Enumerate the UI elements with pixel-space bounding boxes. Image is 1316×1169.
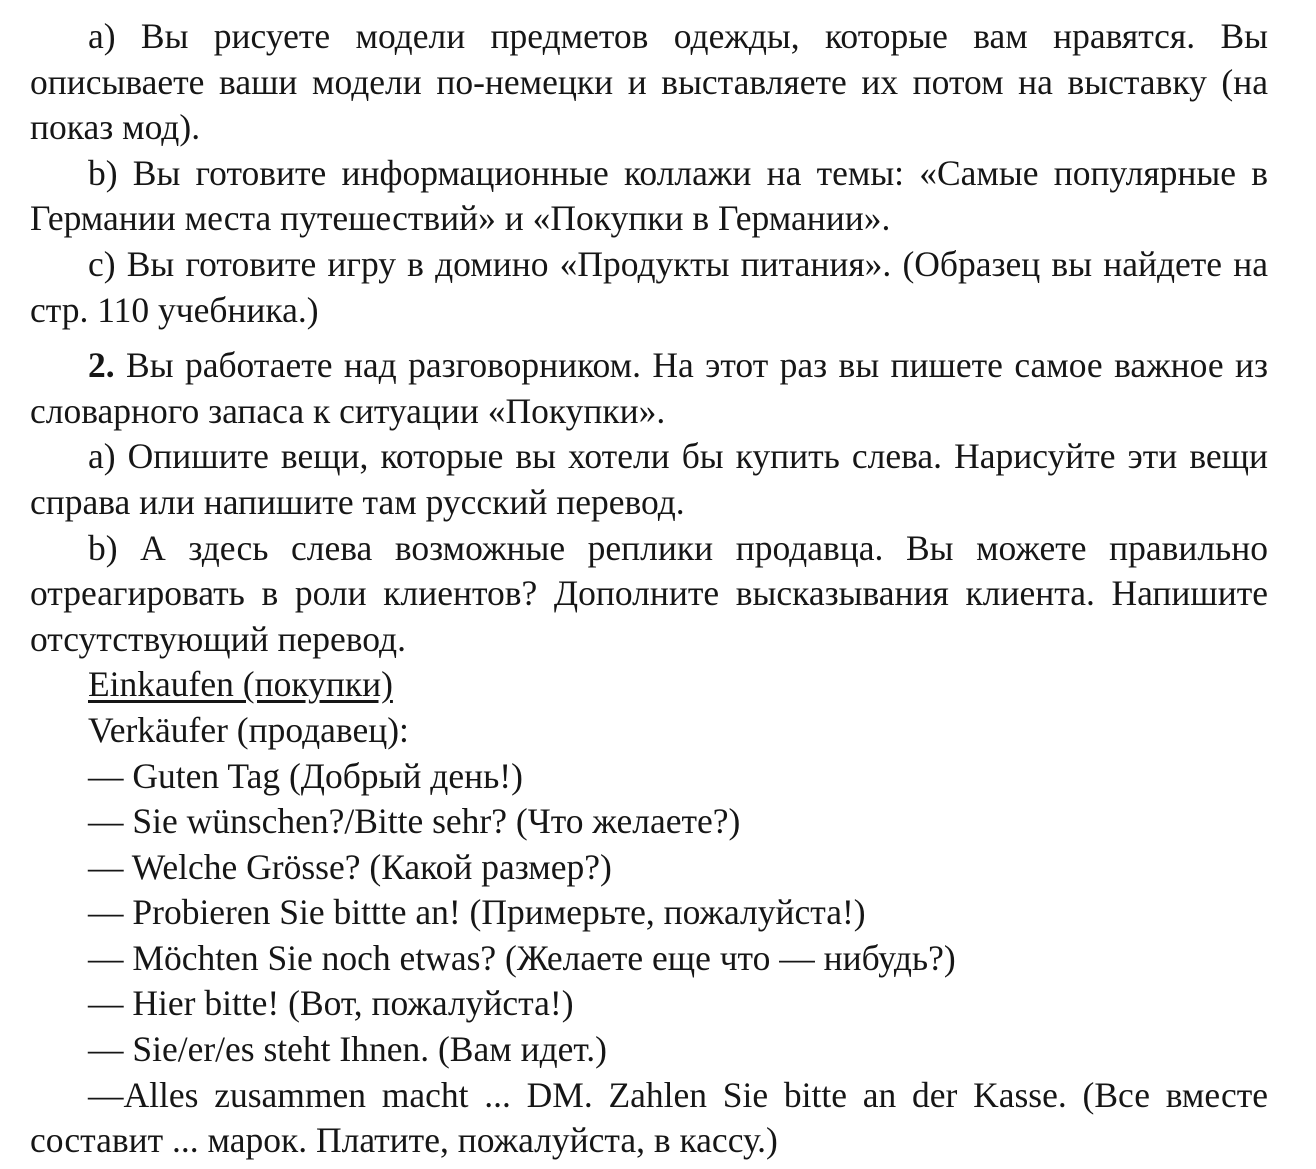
task-2-item-a: а) Опишите вещи, которые вы хотели бы купить слева. Нарисуйте эти вещи справа или напишите там русский перевод. (30, 436, 1268, 522)
dialog-line: — Sie wünschen?/Bitte sehr? (Что желаете?) (88, 801, 741, 842)
task-2-text: Вы работаете над разговорником. На этот раз вы пишете самое важное из словарного запаса к ситуации «Покупки». (30, 345, 1268, 431)
dialog-block (30, 662, 1268, 1072)
dialog-line: — Guten Tag (Добрый день!) (88, 755, 523, 796)
dialog-heading: Einkaufen (покупки) (88, 664, 393, 705)
dialog-line: — Möchten Sie noch etwas? (Желаете еще что — нибудь?) (88, 937, 956, 978)
paragraph-b: b) Вы готовите информационные коллажи на темы: «Самые популярные в Германии места путешествий» и «Покупки в Германии». (30, 152, 1268, 239)
dialog-speaker: Verkäufer (продавец): (88, 709, 409, 750)
task-number: 2. (88, 345, 115, 386)
dialog-line: — Hier bitte! (Вот, пожалуйста!) (88, 983, 574, 1024)
textbook-page (30, 14, 1268, 1164)
task-2-item-b: b) А здесь слева возможные реплики продавца. Вы можете правильно отреагировать в роли клиентов? Дополните высказывания клиента. Напишите отсутствующий перевод. (30, 527, 1268, 659)
dialog-line: — Probieren Sie bittte an! (Примерьте, пожалуйста!) (88, 892, 866, 933)
paragraph-a: а) Вы рисуете модели предметов одежды, которые вам нравятся. Вы описываете ваши модели по-немецки и выставляете их потом на выставку (на показ мод). (30, 16, 1268, 148)
dialog-line: — Sie/er/es steht Ihnen. (Вам идет.) (88, 1029, 607, 1070)
dialog-final-line: —Alles zusammen macht ... DM. Zahlen Sie bitte an der Kasse. (Все вместе составит ... марок. Платите, пожалуйста, в кассу.) (30, 1074, 1268, 1161)
paragraph-c: с) Вы готовите игру в домино «Продукты питания». (Образец вы найдете на стр. 110 учебника.) (30, 243, 1268, 330)
dialog-line: — Welche Grösse? (Какой размер?) (88, 846, 612, 887)
task-2 (30, 343, 1268, 434)
